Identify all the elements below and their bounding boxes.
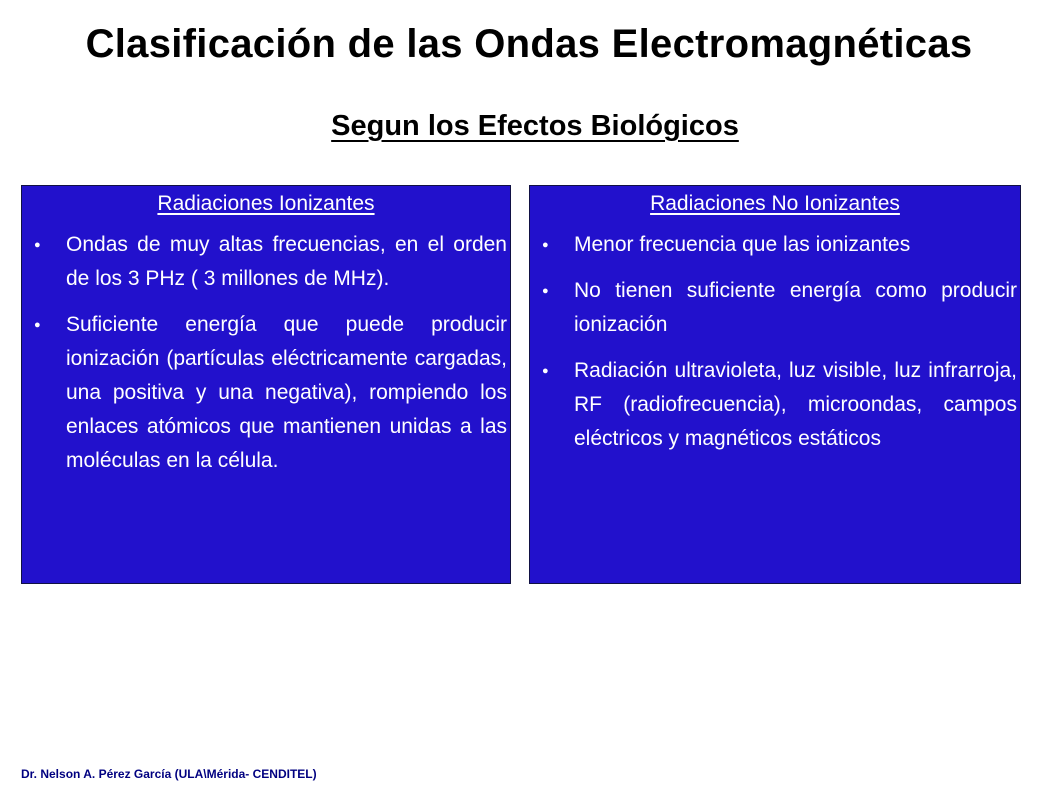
- slide-title: Clasificación de las Ondas Electromagnéticas: [85, 22, 973, 66]
- bullet-icon: ●: [34, 239, 41, 251]
- bullet-text: Ondas de muy altas frecuencias, en el orden de los 3 PHz ( 3 millones de MHz).: [66, 233, 507, 290]
- bullet-icon: ●: [34, 319, 41, 331]
- bullet-item: [22, 228, 510, 296]
- bullet-list: [22, 228, 510, 478]
- author-footer: Dr. Nelson A. Pérez García (ULA\Mérida- CENDITEL): [21, 767, 317, 781]
- bullet-text: Suficiente energía que puede producir ionización (partículas eléctricamente cargadas, una positiva y una negativa), rompiendo los enlaces atómicos que mantienen unidas a las moléculas en la célula.: [66, 313, 507, 472]
- panel-heading: Radiaciones No Ionizantes: [650, 192, 900, 215]
- bullet-item: [22, 308, 510, 478]
- non-ionizing-radiation-panel: [529, 185, 1021, 584]
- bullet-text: Radiación ultravioleta, luz visible, luz infrarroja, RF (radiofrecuencia), microondas, campos eléctricos y magnéticos estáticos: [574, 359, 1017, 450]
- bullet-icon: ●: [542, 365, 549, 377]
- slide-subtitle: Segun los Efectos Biológicos: [331, 110, 739, 142]
- bullet-text: Menor frecuencia que las ionizantes: [574, 233, 911, 256]
- bullet-item: [530, 228, 1020, 262]
- panel-heading: Radiaciones Ionizantes: [157, 192, 375, 215]
- bullet-item: [530, 274, 1020, 342]
- bullet-item: [530, 354, 1020, 456]
- ionizing-radiation-panel: [21, 185, 511, 584]
- bullet-icon: ●: [542, 239, 549, 251]
- bullet-icon: ●: [542, 285, 549, 297]
- bullet-list: [530, 228, 1020, 456]
- bullet-text: No tienen suficiente energía como producir ionización: [574, 279, 1017, 336]
